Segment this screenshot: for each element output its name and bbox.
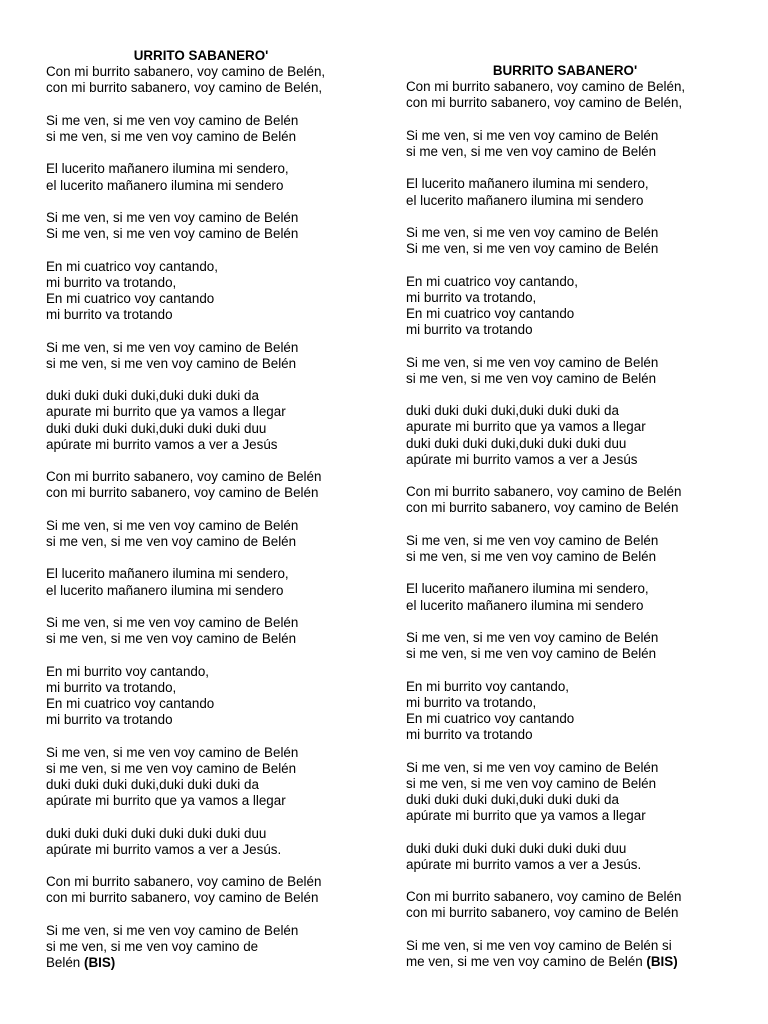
- stanza: [46, 161, 386, 193]
- lyric-text: Si me ven, si me ven voy camino de Belén: [406, 127, 659, 143]
- stanza: [46, 923, 386, 972]
- lyric-text: si me ven, si me ven voy camino de Belén: [46, 129, 297, 144]
- stanza: [406, 484, 746, 516]
- lyric-text: mi burrito va trotando,: [46, 274, 177, 290]
- lyric-line: [406, 225, 746, 241]
- lyric-text: mi burrito va trotando,: [406, 694, 537, 710]
- stanza-list: [406, 79, 746, 970]
- stanza: [406, 128, 746, 160]
- bis-marker: (BIS): [83, 955, 116, 971]
- lyric-line: [46, 615, 386, 631]
- lyric-line: [406, 274, 746, 290]
- lyric-line: [406, 889, 746, 905]
- stanza: [46, 826, 386, 858]
- lyric-line: [406, 711, 746, 727]
- lyric-text: con mi burrito sabanero, voy camino de Belén,: [406, 95, 683, 111]
- lyric-line: [406, 452, 746, 468]
- lyric-line: [406, 598, 746, 614]
- lyric-text: El lucerito mañanero ilumina mi sendero,: [406, 581, 649, 597]
- lyric-text: con mi burrito sabanero, voy camino de Belén,: [46, 80, 323, 96]
- lyric-line: [406, 646, 746, 662]
- lyric-line: [46, 518, 386, 534]
- lyric-line: [406, 176, 746, 192]
- lyric-text: me ven, si me ven voy camino de Belén: [406, 953, 643, 969]
- lyric-text: si me ven, si me ven voy camino de Belén: [406, 775, 657, 791]
- lyric-text: duki duki duki duki,duki duki duki da: [406, 403, 619, 419]
- stanza: [406, 889, 746, 921]
- lyric-text: si me ven, si me ven voy camino de Belén: [406, 370, 657, 386]
- lyric-line: [46, 161, 386, 177]
- stanza: [46, 469, 386, 501]
- lyric-text: apúrate mi burrito vamos a ver a Jesús.: [46, 841, 282, 857]
- lyric-text: Si me ven, si me ven voy camino de Belén: [406, 354, 659, 370]
- lyric-text: En mi cuatrico voy cantando: [406, 305, 575, 321]
- lyric-text: el lucerito mañanero ilumina mi sendero: [46, 177, 284, 193]
- lyric-text: En mi cuatrico voy cantando: [46, 290, 215, 306]
- lyric-text: duki duki duki duki,duki duki duki da: [406, 791, 619, 807]
- lyric-line: [46, 874, 386, 890]
- lyric-line: [46, 534, 386, 550]
- lyric-line: [46, 113, 386, 129]
- lyric-line: [46, 631, 386, 647]
- lyric-line: [46, 680, 386, 696]
- lyric-line: [406, 484, 746, 500]
- lyric-line: [46, 307, 386, 323]
- stanza: [406, 176, 746, 208]
- lyric-line: [46, 210, 386, 226]
- lyric-text: Con mi burrito sabanero, voy camino de Belén: [406, 889, 682, 905]
- lyric-text: si me ven, si me ven voy camino de Belén: [46, 760, 297, 776]
- lyric-text: duki duki duki duki,duki duki duki duu: [46, 420, 267, 436]
- lyric-line: [406, 679, 746, 695]
- lyric-text: duki duki duki duki,duki duki duki da: [46, 776, 259, 792]
- stanza: [406, 760, 746, 825]
- lyric-text: En mi cuatrico voy cantando: [406, 710, 575, 726]
- lyric-text: Con mi burrito sabanero, voy camino de Belén: [46, 874, 322, 890]
- lyric-text: apúrate mi burrito vamos a ver a Jesús: [46, 436, 278, 452]
- lyric-text: apúrate mi burrito que ya vamos a llegar: [46, 793, 286, 809]
- lyric-line: [46, 761, 386, 777]
- bis-marker: (BIS): [646, 953, 678, 969]
- lyrics-column-right: [406, 63, 746, 986]
- lyric-text: Con mi burrito sabanero, voy camino de Belén: [46, 469, 322, 485]
- lyric-text: El lucerito mañanero ilumina mi sendero,: [46, 566, 289, 582]
- lyric-text: apúrate mi burrito que ya vamos a llegar: [406, 808, 646, 824]
- lyric-text: duki duki duki duki,duki duki duki da: [46, 388, 259, 404]
- lyric-text: el lucerito mañanero ilumina mi sendero: [46, 582, 284, 598]
- lyric-line: [406, 630, 746, 646]
- lyric-line: [46, 793, 386, 809]
- lyric-text: Si me ven, si me ven voy camino de Belén: [46, 339, 299, 355]
- lyric-line: [46, 259, 386, 275]
- lyric-text: mi burrito va trotando,: [406, 289, 537, 305]
- stanza: [46, 745, 386, 810]
- lyric-line: [46, 842, 386, 858]
- lyric-line: [406, 808, 746, 824]
- lyric-text: si me ven, si me ven voy camino de Belén: [406, 646, 657, 662]
- lyric-text: con mi burrito sabanero, voy camino de Belén: [46, 890, 319, 906]
- stanza: [46, 518, 386, 550]
- lyric-line: [46, 437, 386, 453]
- lyric-line: [46, 356, 386, 372]
- stanza: [406, 841, 746, 873]
- stanza: [46, 64, 386, 96]
- lyric-text: apúrate mi burrito vamos a ver a Jesús.: [406, 856, 642, 872]
- lyric-text: apurate mi burrito que ya vamos a llegar: [406, 419, 646, 435]
- lyric-text: mi burrito va trotando: [406, 322, 533, 338]
- lyric-text: si me ven, si me ven voy camino de Belén: [406, 144, 657, 159]
- lyric-text: Si me ven, si me ven voy camino de Belén: [406, 224, 659, 240]
- lyric-line: [46, 129, 386, 145]
- lyric-text: El lucerito mañanero ilumina mi sendero,: [46, 161, 289, 177]
- song-title: BURRITO SABANERO': [492, 63, 638, 78]
- lyric-line: [406, 695, 746, 711]
- lyric-text: Con mi burrito sabanero, voy camino de Belén,: [46, 64, 326, 80]
- lyric-text: Si me ven, si me ven voy camino de Belén: [46, 112, 299, 128]
- lyric-text: con mi burrito sabanero, voy camino de Belén: [406, 500, 679, 516]
- lyric-text: si me ven, si me ven voy camino de Belén: [46, 631, 297, 647]
- lyric-line: [406, 144, 746, 160]
- lyric-text: con mi burrito sabanero, voy camino de Belén: [406, 905, 679, 921]
- lyric-text: duki duki duki duki duki duki duki duu: [406, 840, 627, 856]
- lyric-text: mi burrito va trotando: [406, 727, 533, 743]
- lyric-line: [46, 745, 386, 761]
- lyric-line: [406, 403, 746, 419]
- lyric-text: Si me ven, si me ven voy camino de Belén: [406, 629, 659, 645]
- lyric-line: [46, 64, 386, 80]
- lyric-text: si me ven, si me ven voy camino de Belén: [406, 548, 657, 564]
- lyrics-column-left: [46, 48, 386, 988]
- lyric-line: [46, 566, 386, 582]
- lyric-text: En mi cuatrico voy cantando,: [406, 273, 578, 289]
- lyric-line: [46, 826, 386, 842]
- lyric-text: En mi cuatrico voy cantando,: [46, 258, 218, 274]
- lyric-line: [46, 291, 386, 307]
- lyric-text: duki duki duki duki duki duki duki duu: [46, 825, 267, 841]
- lyric-line: [46, 80, 386, 96]
- stanza: [46, 388, 386, 453]
- lyric-line: [46, 777, 386, 793]
- lyric-line: [406, 128, 746, 144]
- lyric-text: Si me ven, si me ven voy camino de Belén: [46, 209, 299, 225]
- lyric-text: el lucerito mañanero ilumina mi sendero: [406, 192, 644, 208]
- lyric-line: [406, 306, 746, 322]
- stanza: [46, 210, 386, 242]
- lyric-text: apúrate mi burrito vamos a ver a Jesús: [406, 451, 638, 467]
- lyric-line: [46, 340, 386, 356]
- stanza: [406, 79, 746, 111]
- lyric-text: El lucerito mañanero ilumina mi sendero,: [406, 176, 649, 192]
- lyric-line: [46, 485, 386, 501]
- lyric-text: si me ven, si me ven voy camino de: [46, 938, 259, 954]
- stanza: [46, 566, 386, 598]
- lyric-line: [406, 241, 746, 257]
- lyric-line: [46, 664, 386, 680]
- stanza: [406, 533, 746, 565]
- lyric-line: [406, 841, 746, 857]
- lyric-text: Si me ven, si me ven voy camino de Belén: [46, 922, 299, 938]
- lyric-line: [46, 939, 386, 955]
- lyric-line: [46, 178, 386, 194]
- lyric-line: [406, 954, 746, 970]
- lyric-text: Con mi burrito sabanero, voy camino de Belén,: [406, 79, 686, 95]
- lyric-text: duki duki duki duki,duki duki duki duu: [406, 435, 627, 451]
- lyric-line: [406, 322, 746, 338]
- stanza: [406, 938, 746, 970]
- lyric-line: [406, 95, 746, 111]
- lyric-text: apurate mi burrito que ya vamos a llegar: [46, 404, 286, 420]
- lyric-line: [406, 792, 746, 808]
- lyric-line: [406, 549, 746, 565]
- lyric-line: [46, 583, 386, 599]
- lyric-text: Con mi burrito sabanero, voy camino de Belén: [406, 484, 682, 500]
- lyric-line: [46, 923, 386, 939]
- lyric-line: [406, 776, 746, 792]
- stanza: [406, 403, 746, 468]
- lyric-text: mi burrito va trotando: [46, 307, 173, 323]
- lyric-line: [406, 371, 746, 387]
- lyric-line: [406, 938, 746, 954]
- lyric-line: [46, 696, 386, 712]
- lyric-text: mi burrito va trotando,: [46, 679, 177, 695]
- stanza-list: [46, 64, 386, 971]
- lyric-text: En mi burrito voy cantando,: [406, 678, 570, 694]
- lyric-line: [406, 355, 746, 371]
- lyric-text: Si me ven, si me ven voy camino de Belén: [406, 532, 659, 548]
- lyric-line: [46, 226, 386, 242]
- stanza: [406, 355, 746, 387]
- stanza: [406, 274, 746, 339]
- stanza: [46, 259, 386, 324]
- lyric-line: [46, 275, 386, 291]
- lyric-text: Si me ven, si me ven voy camino de Belén si: [406, 937, 672, 953]
- stanza: [406, 679, 746, 744]
- lyric-text: En mi burrito voy cantando,: [46, 663, 210, 679]
- lyric-line: [46, 469, 386, 485]
- stanza: [46, 664, 386, 729]
- stanza: [406, 630, 746, 662]
- lyric-text: si me ven, si me ven voy camino de Belén: [46, 355, 297, 371]
- lyric-line: [406, 290, 746, 306]
- lyric-line: [406, 533, 746, 549]
- lyric-text: Si me ven, si me ven voy camino de Belén: [406, 759, 659, 775]
- lyric-line: [46, 388, 386, 404]
- lyric-text: Si me ven, si me ven voy camino de Belén: [46, 226, 299, 242]
- lyric-line: [406, 727, 746, 743]
- lyric-line: [406, 905, 746, 921]
- lyric-line: [406, 500, 746, 516]
- stanza: [406, 581, 746, 613]
- lyric-line: [46, 421, 386, 437]
- song-title: URRITO SABANERO': [133, 48, 269, 63]
- lyric-line: [406, 760, 746, 776]
- stanza: [46, 113, 386, 145]
- lyric-text: si me ven, si me ven voy camino de Belén: [46, 533, 297, 549]
- lyric-line: [46, 712, 386, 728]
- stanza: [406, 225, 746, 257]
- lyric-text: Si me ven, si me ven voy camino de Belén: [46, 614, 299, 630]
- lyric-line: [406, 79, 746, 95]
- lyric-text: el lucerito mañanero ilumina mi sendero: [406, 597, 644, 613]
- lyric-text: Belén: [46, 955, 81, 971]
- lyric-text: mi burrito va trotando: [46, 712, 173, 728]
- lyric-line: [46, 890, 386, 906]
- lyric-line: [46, 955, 386, 971]
- lyric-text: Si me ven, si me ven voy camino de Belén: [46, 517, 299, 533]
- lyric-line: [406, 857, 746, 873]
- stanza: [46, 615, 386, 647]
- lyric-line: [406, 419, 746, 435]
- stanza: [46, 340, 386, 372]
- lyric-text: Si me ven, si me ven voy camino de Belén: [406, 241, 659, 257]
- stanza: [46, 874, 386, 906]
- lyric-text: Si me ven, si me ven voy camino de Belén: [46, 744, 299, 760]
- lyric-line: [406, 581, 746, 597]
- lyric-text: con mi burrito sabanero, voy camino de Belén: [46, 485, 319, 501]
- lyric-line: [46, 404, 386, 420]
- lyric-line: [406, 193, 746, 209]
- lyric-line: [406, 436, 746, 452]
- lyric-text: En mi cuatrico voy cantando: [46, 695, 215, 711]
